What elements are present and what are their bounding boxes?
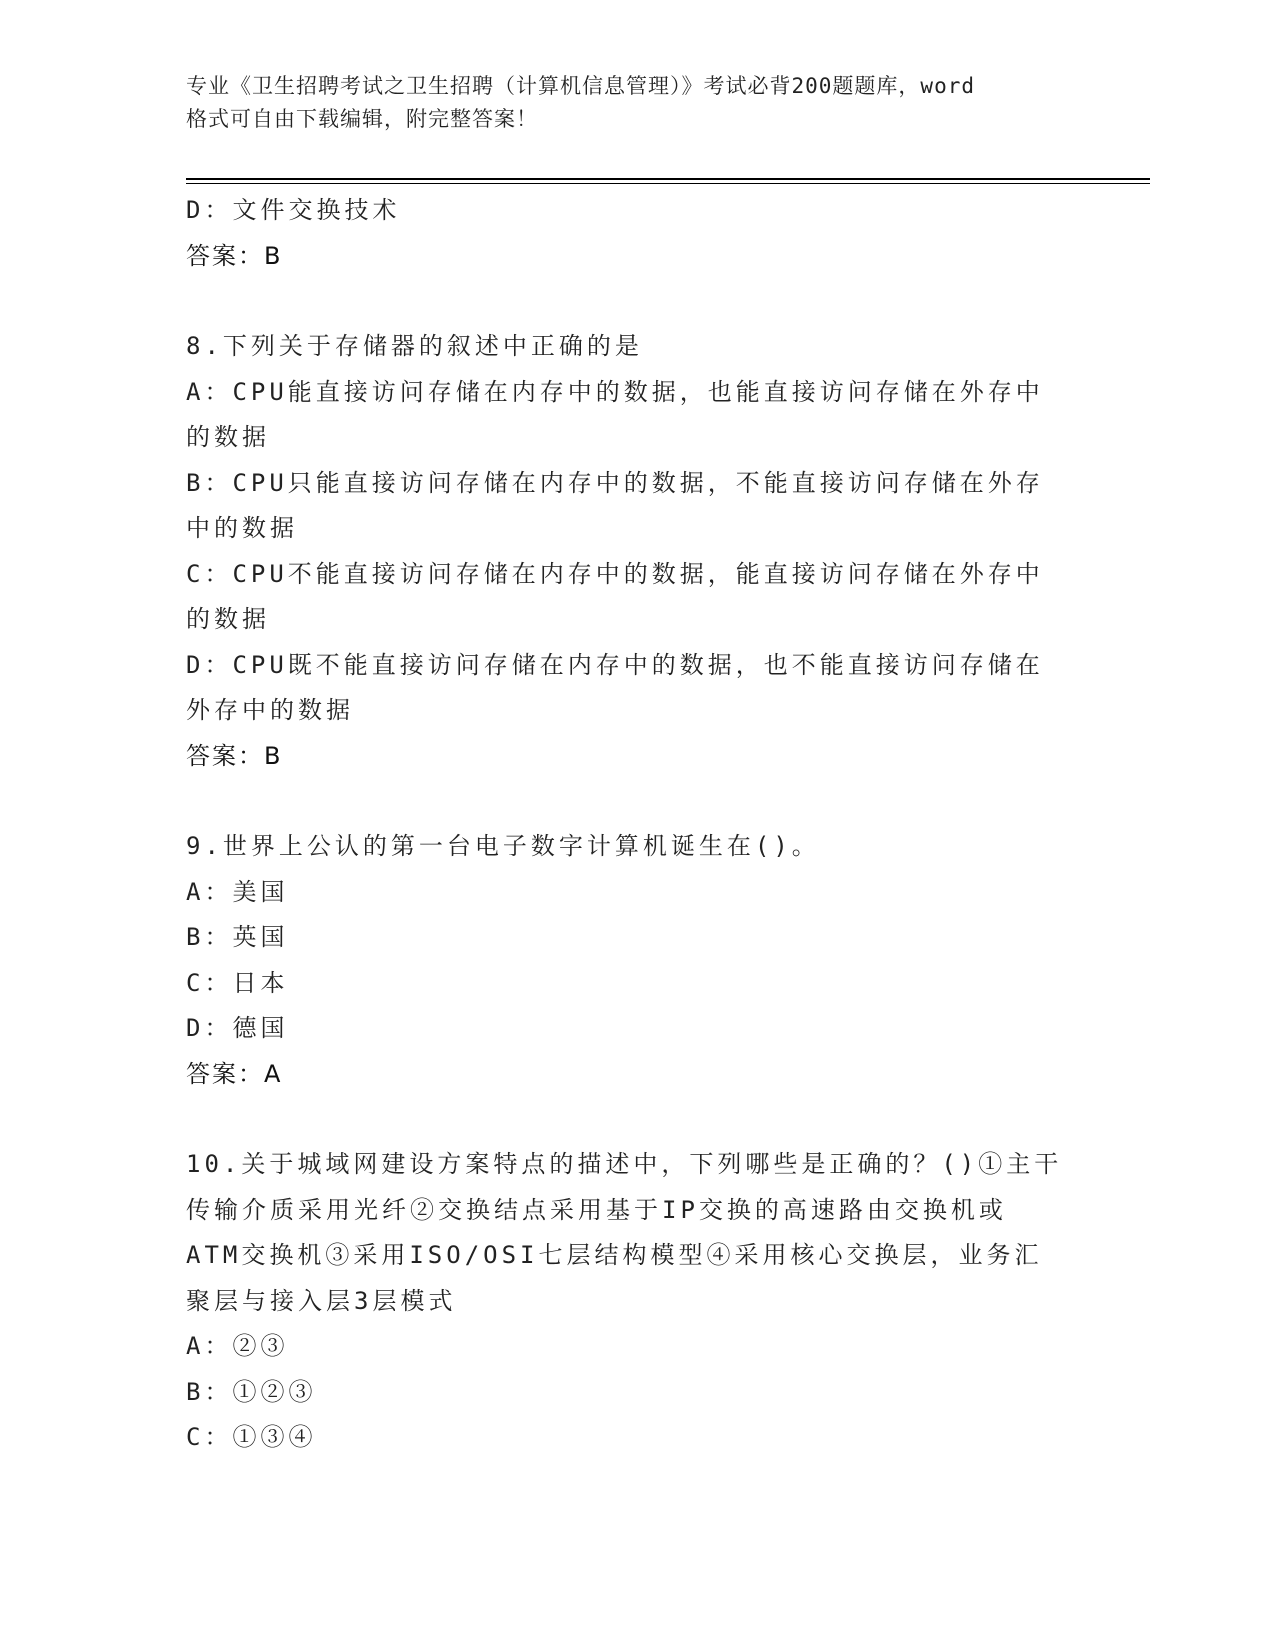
question-stem: 9.世界上公认的第一台电子数字计算机诞生在()。	[186, 832, 820, 860]
option-d: D：德国	[186, 1014, 289, 1042]
question-10	[186, 1142, 1086, 1461]
question-stem: 8.下列关于存储器的叙述中正确的是	[186, 332, 643, 360]
question-9	[186, 824, 1086, 1097]
answer-line: 答案：B	[186, 241, 283, 270]
option-d	[186, 643, 1086, 734]
option-text-cont: 外存中的数据	[186, 696, 354, 724]
option-c: C：①③④	[186, 1423, 317, 1451]
option-text-cont: 的数据	[186, 423, 270, 451]
question-8	[186, 324, 1086, 779]
option-c	[186, 552, 1086, 643]
answer-line: 答案：B	[186, 741, 283, 770]
option-a: A：②③	[186, 1332, 289, 1360]
option-b	[186, 461, 1086, 552]
document-header	[186, 70, 1086, 136]
question-stem-cont: 传输介质采用光纤②交换结点采用基于IP交换的高速路由交换机或	[186, 1195, 1007, 1224]
question-stem-cont: 聚层与接入层3层模式	[186, 1286, 457, 1315]
option-c: C：日本	[186, 968, 289, 997]
header-line-1: 专业《卫生招聘考试之卫生招聘（计算机信息管理）》考试必背200题题库，word	[186, 74, 975, 98]
spacer	[186, 1097, 1086, 1142]
header-rule-thick	[186, 178, 1150, 180]
option-text: D：CPU既不能直接访问存储在内存中的数据，也不能直接访问存储在	[186, 650, 1044, 679]
question-stem: 10.关于城域网建设方案特点的描述中，下列哪些是正确的？()①主干	[186, 1150, 1063, 1178]
option-d: D：文件交换技术	[186, 196, 401, 224]
spacer	[186, 779, 1086, 824]
option-a: A：美国	[186, 877, 289, 906]
question-list	[186, 188, 1086, 1461]
option-text-cont: 的数据	[186, 605, 270, 633]
option-text: C：CPU不能直接访问存储在内存中的数据，能直接访问存储在外存中	[186, 559, 1044, 588]
header-rule-thin	[186, 183, 1150, 184]
option-text: A：CPU能直接访问存储在内存中的数据，也能直接访问存储在外存中	[186, 377, 1044, 406]
option-a	[186, 370, 1086, 461]
header-line-2: 格式可自由下载编辑，附完整答案！	[186, 107, 538, 131]
option-text-cont: 中的数据	[186, 514, 298, 542]
spacer	[186, 279, 1086, 324]
answer-line: 答案：A	[186, 1059, 283, 1088]
option-b: B：①②③	[186, 1377, 317, 1406]
option-text: B：CPU只能直接访问存储在内存中的数据，不能直接访问存储在外存	[186, 468, 1044, 497]
prev-question-tail	[186, 188, 1086, 279]
option-b: B：英国	[186, 923, 289, 951]
question-stem-cont: ATM交换机③采用ISO/OSI七层结构模型④采用核心交换层，业务汇	[186, 1241, 1043, 1269]
